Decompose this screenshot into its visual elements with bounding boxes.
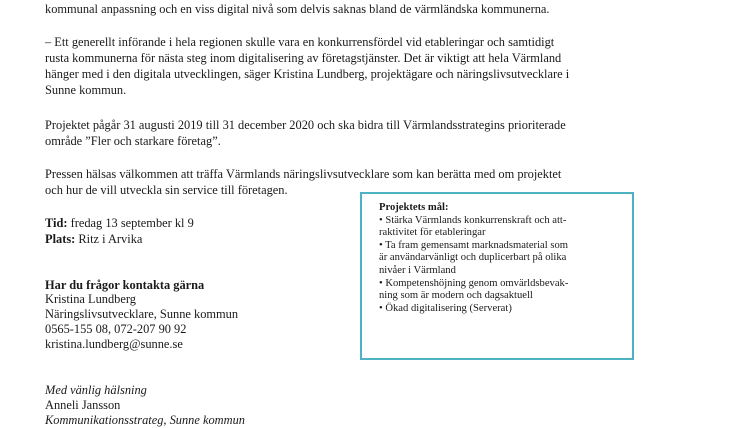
project-period-line-2: område ”Fler och starkare företag”. [45, 134, 221, 148]
goal-line: • Kompetenshöjning genom omvärldsbevak- [379, 277, 569, 289]
greeting: Med vänlig hälsning [45, 383, 147, 397]
goal-line: är användarvänligt och duplicerbart på olika [379, 252, 567, 264]
quote-line-2: rusta kommunerna för nästa steg inom digitalisering av företagstjänster. Det är viktigt att hela Värmland [45, 51, 562, 65]
press-invite-line-2: och hur de vill utveckla sin service till företagen. [45, 183, 288, 197]
goal-line: nivåer i Värmland [379, 264, 456, 276]
goal-line: • Stärka Värmlands konkurrenskraft och att- [379, 214, 567, 226]
paragraph-intro-tail: kommunal anpassning och en viss digital nivå som delvis saknas bland de värmländska kommunerna. [45, 2, 550, 16]
goal-line: • Ökad digitalisering (Serverat) [379, 302, 512, 314]
contact-heading: Har du frågor kontakta gärna [45, 278, 205, 292]
time-value: fredag 13 september kl 9 [67, 216, 194, 230]
contact-phone: 0565-155 08, 072-207 90 92 [45, 322, 187, 336]
project-period-line-1: Projektet pågår 31 augusti 2019 till 31 december 2020 och ska bidra till Värmlandsstrategins prioriterade [45, 118, 566, 132]
sender-name: Anneli Jansson [45, 398, 121, 412]
goal-line: raktivitet för etableringar [379, 227, 486, 239]
place-label: Plats: [45, 232, 76, 246]
project-goals-box [360, 192, 634, 360]
event-time [45, 215, 194, 231]
press-invite-line-1: Pressen hälsas välkommen att träffa Värmlands näringslivsutvecklare som kan berätta med om projektet [45, 167, 562, 181]
goal-line: ning som är modern och dagsaktuell [379, 290, 533, 302]
quote-line-4: Sunne kommun. [45, 83, 127, 97]
place-value: Ritz i Arvika [75, 232, 143, 246]
goal-line: • Ta fram gemensamt marknadsmaterial som [379, 239, 568, 251]
project-goals-content [379, 202, 568, 315]
contact-name: Kristina Lundberg [45, 292, 136, 306]
quote-line-1: – Ett generellt införande i hela regionen skulle vara en konkurrensfördel vid etableringar och samtidigt [45, 35, 555, 49]
contact-email[interactable]: kristina.lundberg@sunne.se [45, 337, 183, 351]
sender-title: Kommunikationsstrateg, Sunne kommun [45, 413, 245, 427]
contact-title: Näringslivsutvecklare, Sunne kommun [45, 307, 239, 321]
event-place [45, 231, 142, 247]
project-goals-heading: Projektets mål: [379, 202, 449, 213]
time-label: Tid: [45, 216, 68, 230]
quote-line-3: hänger med i den digitala utvecklingen, säger Kristina Lundberg, projektägare och näringslivsutvecklare i [45, 67, 570, 81]
